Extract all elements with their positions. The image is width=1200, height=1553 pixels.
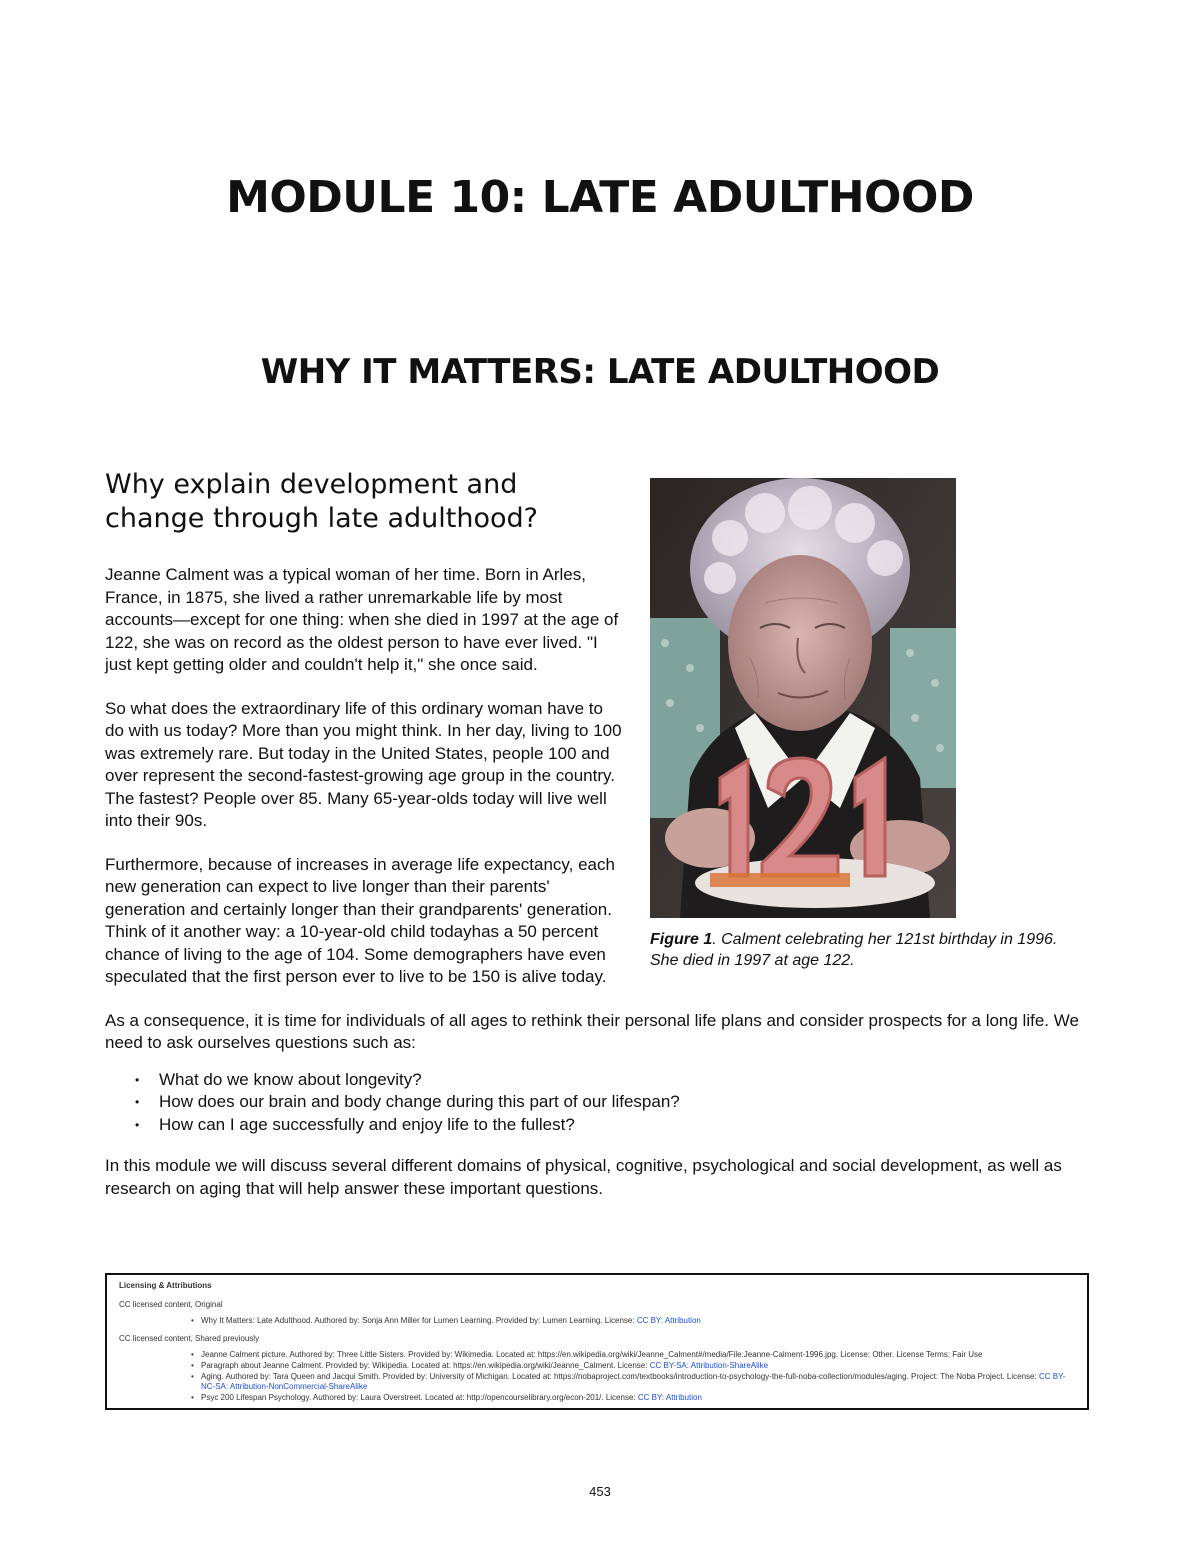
bullet-icon: • — [135, 1095, 140, 1109]
list-item — [135, 1069, 1095, 1092]
calment-birthday-photo — [650, 478, 956, 918]
paragraph-consequence: As a consequence, it is time for individuals of all ages to rethink their personal life plans and consider prospects for a long life. We need to ask ourselves questions such as: — [105, 1010, 1079, 1052]
licensing-original-heading: CC licensed content, Original — [119, 1300, 223, 1309]
bullet-icon: • — [135, 1072, 140, 1087]
licensing-item-text: Paragraph about Jeanne Calment. Provided by: Wikipedia. Located at: https://en.wikipedia.org/wiki/Jeanne_Calment. License: — [201, 1361, 650, 1370]
figure — [650, 478, 1095, 971]
figure-caption-text: . Calment celebrating her 121st birthday in 1996. She died in 1997 at age 122. — [650, 931, 1058, 969]
licensing-item — [201, 1372, 1075, 1392]
license-link[interactable]: CC BY: Attribution — [636, 1316, 701, 1325]
licensing-box — [105, 1273, 1089, 1410]
figure-caption — [650, 929, 1070, 971]
licensing-item-text: Why It Matters: Late Adulthood. Authored by: Sonja Ann Miller for Lumen Learning. Provided by: Lumen Learning. License: — [201, 1316, 637, 1325]
licensing-item-text: Aging. Authored by: Tara Queen and Jacqui Smith. Provided by: University of Michigan. Located at: https://nobaproject.com/textbooks/introduction-to-psychology-the-full-noba-collection/modules/aging. Project: The Noba Project. License: — [201, 1372, 1039, 1381]
licensing-item-text: Psyc 200 Lifespan Psychology. Authored by: Laura Overstreet. Located at: http://opencourselibrary.org/econ-201/. License: — [201, 1393, 638, 1402]
paragraph-calment: Jeanne Calment was a typical woman of her time. Born in Arles, France, in 1875, she lived a rather unremarkable life by most accounts—except for one thing: when she died in 1997 at the age of 122, she was on record as the oldest person to have ever lived. "I just kept getting older and couldn't help it," she once said. — [105, 565, 619, 674]
licensing-item — [201, 1350, 1075, 1360]
license-link[interactable]: CC BY: Attribution — [637, 1393, 702, 1402]
list-item — [135, 1091, 1095, 1114]
licensing-shared-heading: CC licensed content, Shared previously — [119, 1334, 260, 1343]
list-item — [135, 1114, 1095, 1137]
licensing-item — [201, 1393, 1075, 1403]
bullet-icon: • — [135, 1117, 140, 1132]
licensing-item — [201, 1316, 1075, 1326]
license-link[interactable]: CC BY-SA: Attribution-ShareAlike — [649, 1361, 769, 1370]
main-content — [105, 468, 1095, 1221]
paragraph-life-expectancy: Furthermore, because of increases in average life expectancy, each new generation can expect to live longer than their parents' generation and certainly longer than their grandparents' generation. Think of it another way: a 10-year-old child todayhas a 50 percent chance of living to the age of 104. Some demographers have even speculated that the first person ever to live to be 150 is alive today. — [105, 854, 615, 986]
figure-caption-label: Figure 1 — [650, 931, 713, 948]
licensing-item-text: Jeanne Calment picture. Authored by: Three Little Sisters. Provided by: Wikimedia. Located at: https://en.wikipedia.org/wiki/Jeanne_Calment#/media/File:Jeanne-Calment-1996.jpg. License: Other. License Terms: Fair Use — [201, 1350, 983, 1359]
licensing-shared-list — [119, 1350, 1075, 1403]
page-number: 453 — [589, 1484, 611, 1499]
paragraph-extraordinary-life: So what does the extraordinary life of this ordinary woman have to do with us today? More than you might think. In her day, living to 100 was extremely rare. But today in the United States, people 100 and over represent the second-fastest-growing age group in the country. The fastest? People over 85. Many 65-year-olds today will live well into their 90s. — [105, 698, 622, 830]
section-title: WHY IT MATTERS: LATE ADULTHOOD — [260, 352, 940, 392]
license-link[interactable]: CC BY-NC-SA: Attribution-NonCommercial-ShareAlike — [201, 1372, 1066, 1391]
licensing-item — [201, 1361, 1075, 1371]
subheading: Why explain development and change through late adulthood? — [105, 469, 538, 534]
licensing-heading: Licensing & Attributions — [119, 1281, 212, 1290]
question-list — [105, 1069, 1095, 1137]
list-item-text: What do we know about longevity? — [159, 1069, 422, 1089]
list-item-text: How does our brain and body change during this part of our lifespan? — [159, 1092, 680, 1111]
module-title: MODULE 10: LATE ADULTHOOD — [226, 172, 974, 223]
licensing-original-list — [119, 1316, 1075, 1326]
list-item-text: How can I age successfully and enjoy life to the fullest? — [159, 1114, 575, 1134]
paragraph-closing: In this module we will discuss several different domains of physical, cognitive, psychological and social development, as well as research on aging that will help answer these important questions. — [105, 1156, 1062, 1198]
